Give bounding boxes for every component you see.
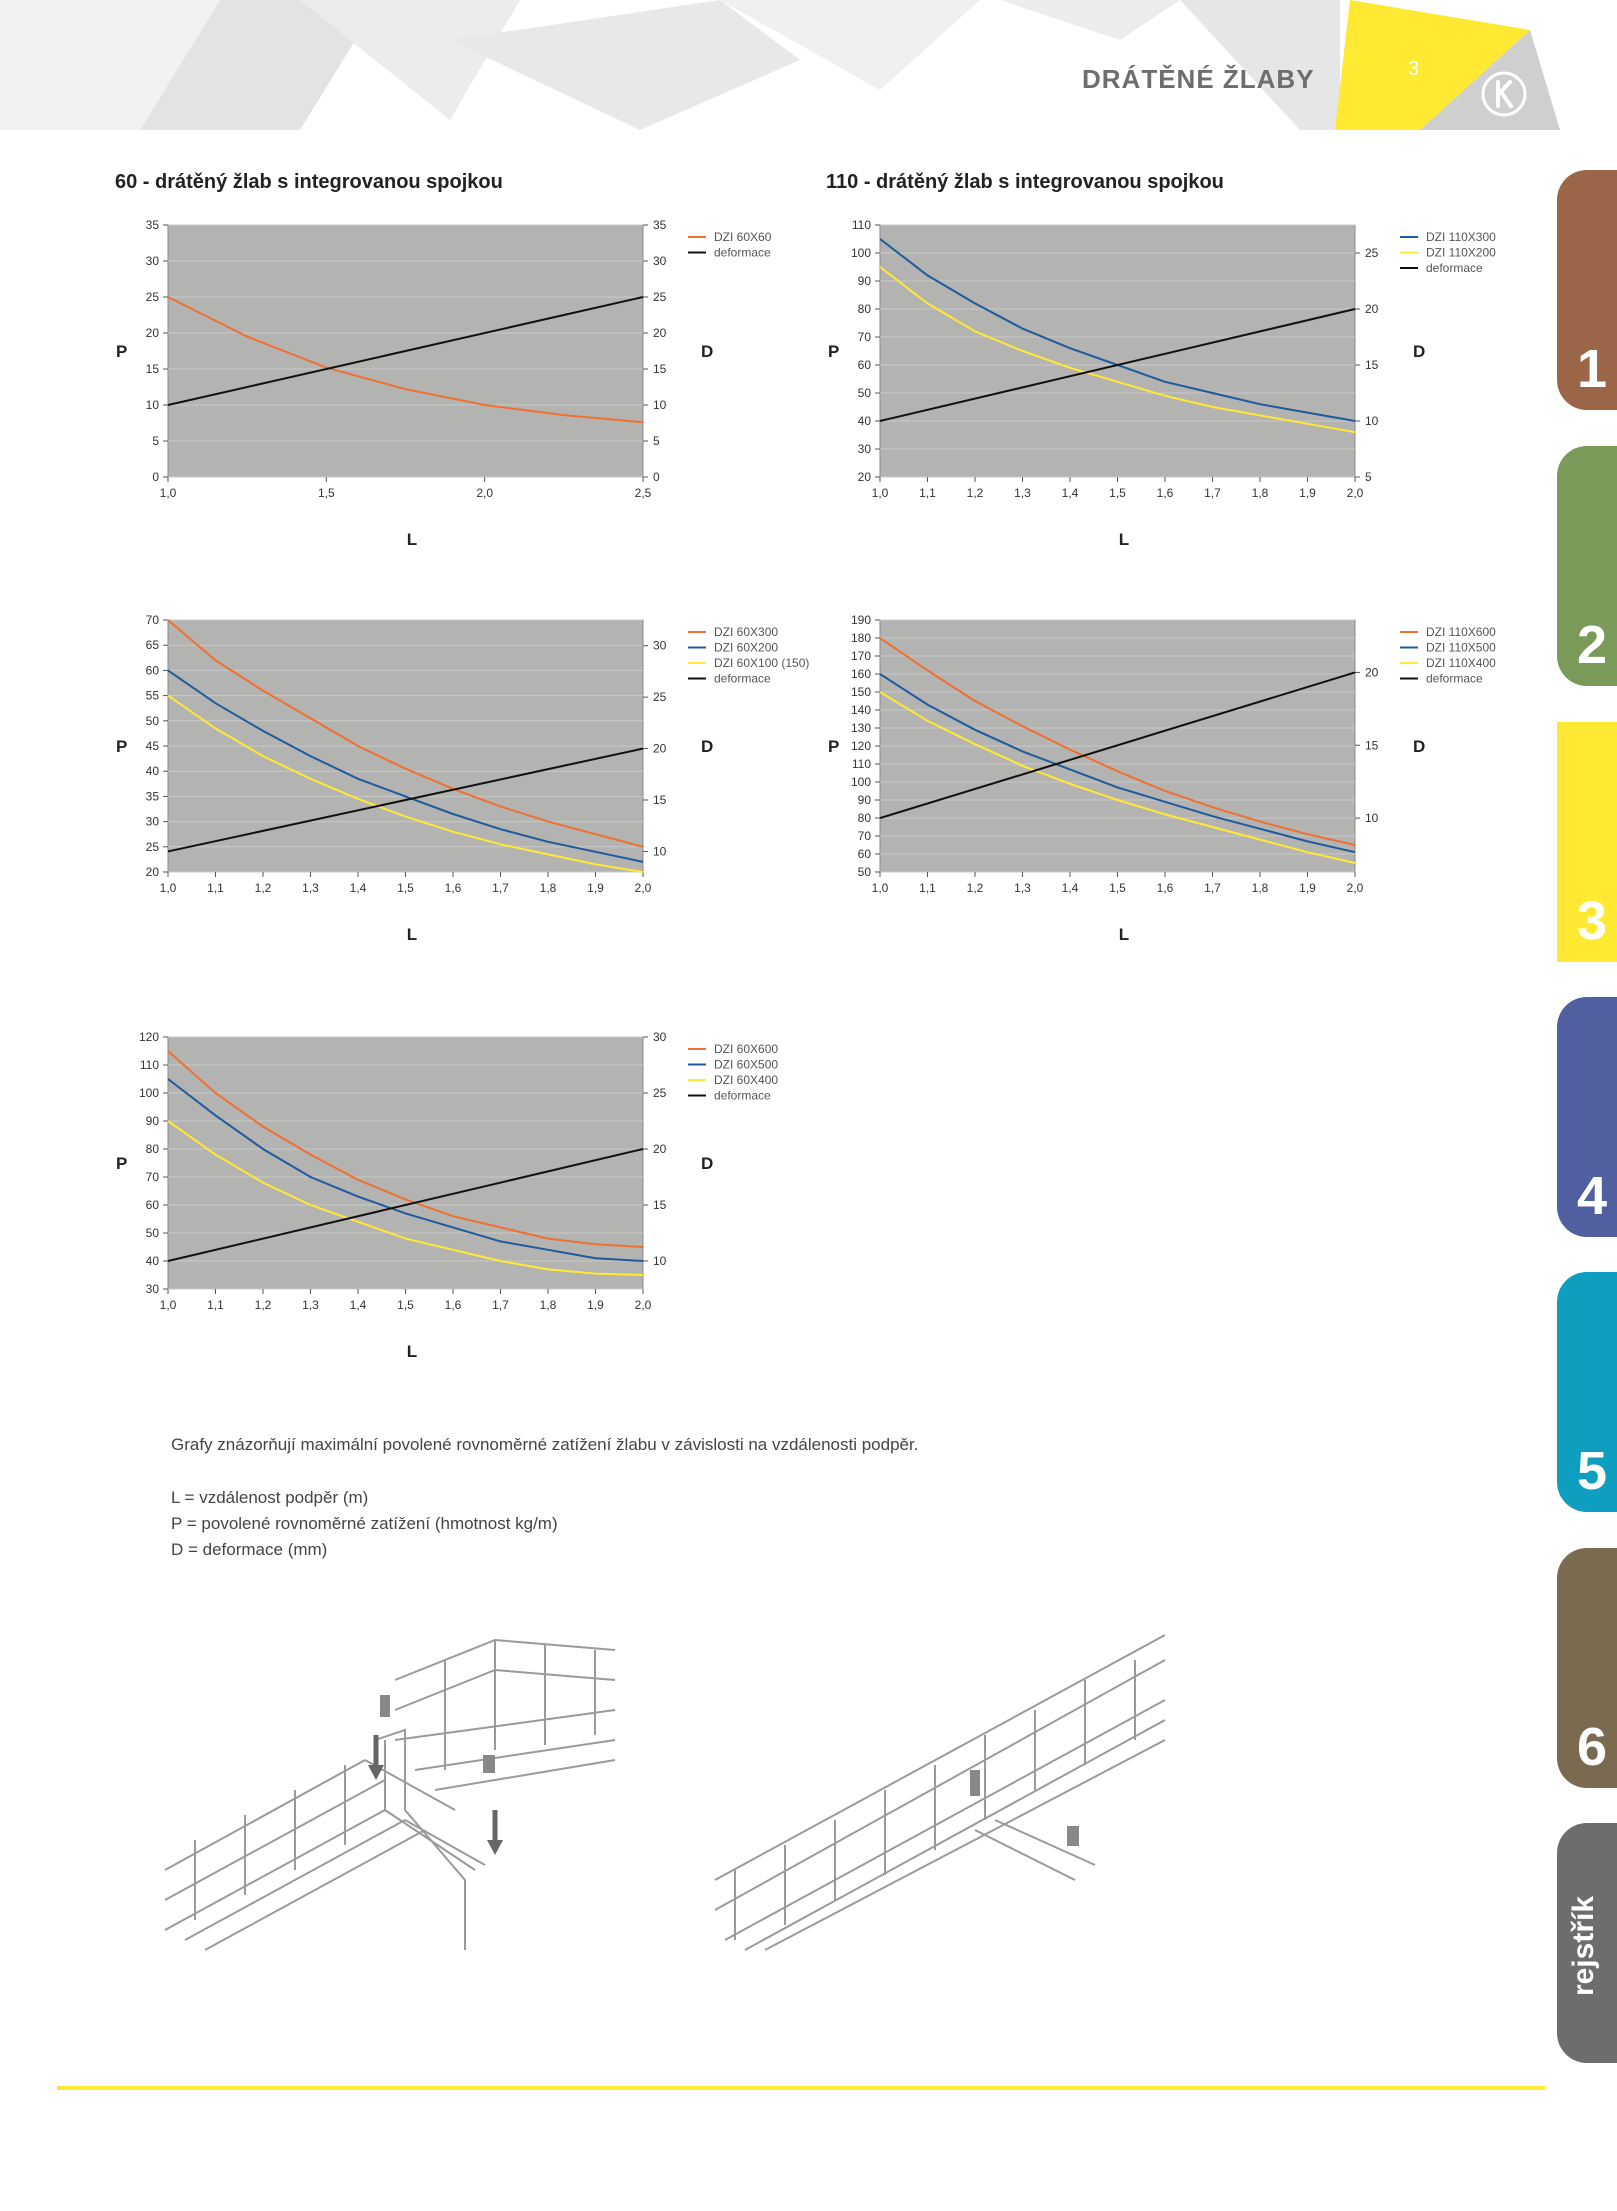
y2-tick-label: 10 [1365, 811, 1379, 826]
x-tick-label: 1,6 [1156, 881, 1174, 895]
x-tick-label: 1,6 [1156, 486, 1174, 500]
y2-tick-label: 25 [653, 290, 667, 304]
x-tick-label: 1,9 [1299, 881, 1316, 895]
x-tick-label: 1,7 [492, 1298, 509, 1312]
y-tick-label: 40 [145, 764, 159, 779]
x-tick-label: 1,8 [1251, 881, 1269, 895]
description-intro: Grafy znázorňují maximální povolené rovnoměrné zatížení žlabu v závislosti na vzdálenosti podpěr. [171, 1435, 919, 1454]
tab-6[interactable]: 6 [1557, 1548, 1617, 1788]
x-axis-label: L [406, 925, 418, 944]
legend-label: DZI 60X500 [714, 1057, 779, 1072]
x-axis-label: L [1118, 925, 1130, 944]
x-tick-label: 2,5 [634, 486, 652, 500]
x-tick-label: 2,0 [634, 1298, 652, 1312]
chart-dzi-110x300-200 [812, 210, 1532, 570]
y-tick-label: 50 [145, 1226, 159, 1240]
y-tick-label: 80 [857, 302, 871, 316]
description-L: L = vzdálenost podpěr (m) [171, 1488, 369, 1507]
x-axis-label: L [406, 530, 418, 549]
x-tick-label: 1,8 [539, 881, 557, 895]
y-tick-label: 120 [138, 1030, 159, 1044]
y2-tick-label: 5 [1365, 470, 1372, 484]
x-tick-label: 1,6 [444, 881, 462, 895]
legend-label: DZI 60X300 [714, 625, 779, 639]
y-tick-label: 80 [145, 1142, 159, 1156]
x-tick-label: 1,4 [349, 1298, 367, 1312]
y-tick-label: 5 [152, 434, 159, 448]
y2-tick-label: 15 [653, 1198, 667, 1212]
y-tick-label: 65 [145, 638, 159, 653]
y2-tick-label: 15 [1365, 358, 1379, 372]
chart-dzi-60x60 [100, 210, 820, 570]
description-P: P = povolené rovnoměrné zatížení (hmotnost kg/m) [171, 1514, 558, 1533]
y2-tick-label: 5 [653, 434, 660, 448]
legend-label: deformace [1426, 261, 1483, 275]
y-tick-label: 25 [145, 839, 159, 854]
tab-rejstrik[interactable]: rejstřík [1557, 1823, 1617, 2063]
y2-tick-label: 30 [653, 254, 667, 268]
x-tick-label: 1,5 [397, 881, 414, 895]
section-title-60: 60 - drátěný žlab s integrovanou spojkou [115, 171, 503, 193]
y2-tick-label: 20 [1365, 302, 1379, 316]
legend-label: DZI 110X200 [1426, 245, 1496, 260]
x-tick-label: 1,4 [349, 881, 367, 895]
y-tick-label: 35 [145, 789, 159, 804]
legend-label: DZI 60X200 [714, 640, 779, 655]
x-tick-label: 1,7 [492, 881, 509, 895]
tab-3[interactable]: 3 [1557, 722, 1617, 962]
wire-tray-illustration-left [165, 1640, 625, 1950]
y-tick-label: 70 [145, 1170, 159, 1184]
y2-tick-label: 15 [653, 793, 667, 807]
x-tick-label: 1,1 [919, 881, 936, 895]
y2-tick-label: 20 [653, 741, 667, 756]
wire-tray-illustration-right [715, 1640, 1175, 1950]
legend-label: deformace [714, 245, 771, 260]
x-tick-label: 1,3 [302, 881, 319, 895]
x-tick-label: 1,2 [254, 881, 272, 895]
x-tick-label: 1,5 [317, 486, 335, 500]
y-tick-label: 30 [145, 254, 159, 268]
y-tick-label: 70 [145, 613, 159, 627]
y-tick-label: 20 [145, 865, 159, 879]
x-tick-label: 1,3 [1014, 881, 1031, 895]
y-tick-label: 100 [850, 246, 871, 260]
y-tick-label: 15 [145, 362, 159, 376]
y-tick-label: 100 [850, 775, 871, 789]
y-tick-label: 20 [857, 470, 871, 484]
y2-axis-label: D [701, 342, 714, 361]
y2-tick-label: 20 [653, 326, 667, 340]
y2-tick-label: 10 [653, 844, 667, 859]
y-tick-label: 60 [145, 1198, 159, 1212]
x-tick-label: 1,0 [871, 486, 889, 500]
y-tick-label: 10 [145, 398, 159, 412]
y-tick-label: 70 [857, 330, 871, 344]
y-tick-label: 120 [850, 739, 871, 753]
x-axis-label: L [406, 1342, 418, 1361]
y2-tick-label: 20 [1365, 665, 1379, 680]
y-tick-label: 40 [145, 1254, 159, 1268]
y-tick-label: 90 [145, 1114, 159, 1128]
x-tick-label: 1,9 [1299, 486, 1316, 500]
description-D: D = deformace (mm) [171, 1540, 328, 1559]
x-tick-label: 1,2 [966, 881, 984, 895]
legend-label: DZI 60X400 [714, 1073, 779, 1087]
y-tick-label: 190 [850, 613, 871, 627]
y2-axis-label: D [1413, 342, 1426, 361]
x-tick-label: 1,5 [1109, 486, 1126, 500]
k-logo-icon [1480, 70, 1528, 118]
y-tick-label: 30 [857, 442, 871, 456]
x-tick-label: 1,9 [587, 881, 604, 895]
y-tick-label: 50 [145, 713, 159, 728]
y-tick-label: 30 [145, 1282, 159, 1296]
y-axis-label: P [828, 737, 840, 756]
y-tick-label: 25 [145, 290, 159, 304]
y2-tick-label: 20 [653, 1142, 667, 1156]
y-tick-label: 150 [850, 685, 871, 699]
y-tick-label: 110 [851, 757, 871, 771]
legend-label: DZI 60X600 [714, 1042, 779, 1056]
x-tick-label: 1,3 [1014, 486, 1031, 500]
tab-2[interactable]: 2 [1557, 446, 1617, 686]
x-tick-label: 1,7 [1204, 881, 1221, 895]
header-title: DRÁTĚNÉ ŽLABY [1082, 64, 1315, 94]
chart-dzi-60x300-200-100 [100, 605, 820, 965]
page-number: 3 [1408, 58, 1420, 80]
legend-label: DZI 60X60 [714, 230, 772, 244]
y2-axis-label: D [1413, 737, 1426, 756]
y-axis-label: P [116, 737, 128, 756]
y2-axis-label: D [701, 737, 714, 756]
x-tick-label: 1,5 [1109, 881, 1126, 895]
x-tick-label: 1,0 [871, 881, 889, 895]
y-tick-label: 0 [152, 470, 159, 484]
y-tick-label: 110 [139, 1058, 159, 1072]
legend-label: deformace [1426, 671, 1483, 686]
y2-tick-label: 15 [1365, 738, 1379, 753]
y-tick-label: 170 [850, 649, 871, 663]
y-tick-label: 130 [850, 721, 871, 735]
x-tick-label: 1,2 [254, 1298, 272, 1312]
y-tick-label: 60 [857, 847, 871, 861]
section-title-110: 110 - drátěný žlab s integrovanou spojkou [826, 171, 1224, 193]
y2-tick-label: 15 [653, 362, 667, 376]
y2-tick-label: 0 [653, 470, 660, 484]
x-tick-label: 1,7 [1204, 486, 1221, 500]
y2-axis-label: D [701, 1154, 714, 1173]
tab-4[interactable]: 4 [1557, 997, 1617, 1237]
y-tick-label: 55 [145, 688, 159, 703]
legend-label: DZI 110X400 [1426, 656, 1496, 670]
y-tick-label: 70 [857, 829, 871, 843]
tab-1[interactable]: 1 [1557, 170, 1617, 410]
y-tick-label: 60 [145, 663, 159, 678]
y2-tick-label: 10 [653, 398, 667, 412]
x-tick-label: 2,0 [476, 486, 494, 500]
legend-label: deformace [714, 1088, 771, 1103]
x-tick-label: 1,6 [444, 1298, 462, 1312]
y2-tick-label: 30 [653, 638, 667, 653]
y2-tick-label: 30 [653, 1030, 667, 1044]
x-tick-label: 1,5 [397, 1298, 414, 1312]
y-tick-label: 180 [850, 631, 871, 645]
y-tick-label: 110 [851, 218, 871, 232]
x-tick-label: 1,0 [159, 1298, 177, 1312]
x-tick-label: 1,1 [207, 881, 224, 895]
y-tick-label: 160 [850, 667, 871, 681]
y2-tick-label: 35 [653, 218, 667, 232]
y-tick-label: 100 [138, 1086, 159, 1100]
x-axis-label: L [1118, 530, 1130, 549]
x-tick-label: 1,4 [1061, 486, 1079, 500]
y-tick-label: 50 [857, 865, 871, 879]
y-tick-label: 90 [857, 793, 871, 807]
y-axis-label: P [828, 342, 840, 361]
chart-dzi-110x600-500-400 [812, 605, 1532, 965]
legend-label: DZI 110X600 [1426, 625, 1496, 639]
chart-dzi-60x600-500-400 [100, 1022, 820, 1382]
x-tick-label: 1,8 [539, 1298, 557, 1312]
y-tick-label: 30 [145, 814, 159, 829]
x-tick-label: 1,8 [1251, 486, 1269, 500]
x-tick-label: 1,4 [1061, 881, 1079, 895]
x-tick-label: 2,0 [634, 881, 652, 895]
plot-area [880, 225, 1355, 477]
y2-tick-label: 25 [1365, 246, 1379, 260]
y2-tick-label: 10 [1365, 414, 1379, 428]
x-tick-label: 2,0 [1346, 881, 1364, 895]
y-tick-label: 50 [857, 386, 871, 400]
x-tick-label: 1,3 [302, 1298, 319, 1312]
y-tick-label: 45 [145, 739, 159, 753]
y-tick-label: 40 [857, 414, 871, 428]
legend-label: DZI 60X100 (150) [714, 656, 810, 670]
page-header [0, 0, 1600, 130]
y-tick-label: 20 [145, 326, 159, 340]
y-axis-label: P [116, 1154, 128, 1173]
x-tick-label: 1,1 [919, 486, 936, 500]
x-tick-label: 2,0 [1346, 486, 1364, 500]
y-axis-label: P [116, 342, 128, 361]
x-tick-label: 1,2 [966, 486, 984, 500]
y2-tick-label: 25 [653, 690, 667, 705]
y-tick-label: 80 [857, 811, 871, 825]
y2-tick-label: 10 [653, 1254, 667, 1268]
y-tick-label: 60 [857, 358, 871, 372]
y-tick-label: 140 [850, 703, 871, 717]
y-tick-label: 90 [857, 274, 871, 288]
plot-area [168, 1037, 643, 1289]
tab-5[interactable]: 5 [1557, 1272, 1617, 1512]
legend-label: DZI 110X500 [1426, 640, 1496, 655]
x-tick-label: 1,0 [159, 881, 177, 895]
x-tick-label: 1,0 [159, 486, 177, 500]
x-tick-label: 1,9 [587, 1298, 604, 1312]
y2-tick-label: 25 [653, 1086, 667, 1100]
legend-label: deformace [714, 671, 771, 686]
x-tick-label: 1,1 [207, 1298, 224, 1312]
legend-label: DZI 110X300 [1426, 230, 1496, 244]
bottom-rule [57, 2086, 1545, 2090]
y-tick-label: 35 [145, 218, 159, 232]
